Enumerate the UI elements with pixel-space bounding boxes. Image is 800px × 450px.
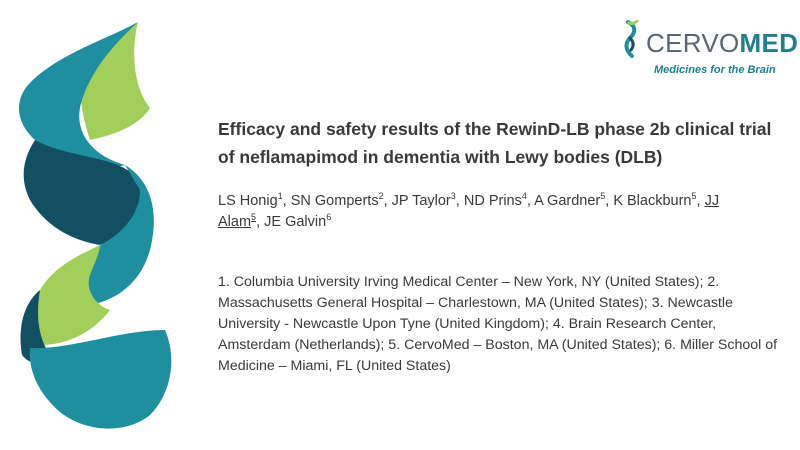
author-affiliation-number: 2 <box>378 191 384 202</box>
author-name: JP Taylor <box>391 193 451 209</box>
author-item <box>392 193 456 209</box>
author-affiliation-number: 5 <box>600 191 606 202</box>
helix-teal-bottom <box>30 330 172 429</box>
author-item <box>264 214 331 230</box>
author-name: JE Galvin <box>264 214 327 230</box>
author-item <box>613 193 696 209</box>
author-name: LS Honig <box>218 193 278 209</box>
author-list: LS Honig$^1$, SN Gomperts$^2$, JP Taylor$^3$, ND Prins$^4$, A Gardner$^5$, K Blackburn$^5$, JJ Alam$^5$, JE Galvin$^6$ <box>218 191 720 230</box>
presentation-title <box>218 115 778 171</box>
affiliations: 1. Columbia University Irving Medical Center – New York, NY (United States); 2. Massachusetts General Hospital – Charlestown, MA (United States); 3. Newcastle University - Newcastle Upon Tyne (United Kingdom); 4. Brain Research Center, Amsterdam (Netherlands); 5. CervoMed – Boston, MA (United States); 6. Miller School of Medicine – Miami, FL (United States) <box>218 274 778 374</box>
author-name: K Blackburn <box>613 193 692 209</box>
cervomed-logo <box>618 18 799 88</box>
author-affiliation-number: 5 <box>691 191 697 202</box>
helix-decoration <box>0 0 200 450</box>
seahorse-logo-icon <box>622 20 642 58</box>
author-item <box>534 193 605 209</box>
logo-wordmark-part1: CERVO <box>646 28 740 58</box>
title-line-2: of neflamapimod in dementia with Lewy bodies (DLB) <box>218 147 663 167</box>
author-name: A Gardner <box>534 193 601 209</box>
author-item <box>218 193 283 209</box>
author-name: ND Prins <box>463 193 522 209</box>
author-affiliation-number: 3 <box>450 191 456 202</box>
author-name: SN Gomperts <box>290 193 379 209</box>
title-line-1: Efficacy and safety results of the RewinD-LB phase 2b clinical trial <box>218 119 772 139</box>
author-affiliation-number: 1 <box>277 191 283 202</box>
author-affiliation-number: 4 <box>521 191 527 202</box>
author-item <box>464 193 527 209</box>
logo-wordmark <box>646 28 798 58</box>
author-name: JJ Alam <box>218 193 720 230</box>
logo-tagline: Medicines for the Brain <box>654 64 776 76</box>
author-item <box>291 193 384 209</box>
logo-wordmark-part2: MED <box>739 28 799 58</box>
author-affiliation-number: 6 <box>326 212 332 223</box>
author-affiliation-number: 5 <box>251 212 257 223</box>
